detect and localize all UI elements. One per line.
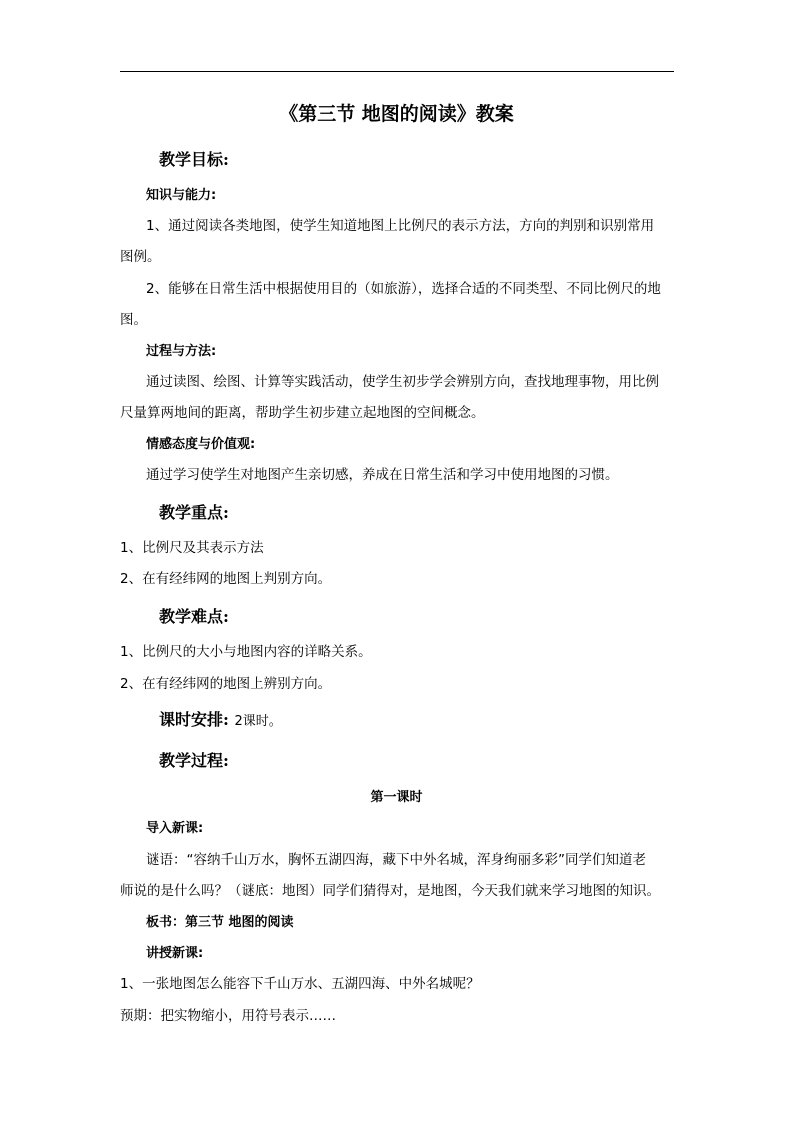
emotion-heading: 情感态度与价值观: (146, 437, 256, 452)
key-points-heading: 教学重点: (159, 503, 229, 522)
difficulties-heading: 教学难点: (159, 607, 229, 626)
schedule-value: 2课时。 (234, 714, 282, 729)
process-heading: 过程与方法: (146, 344, 217, 359)
emotion-line-1: 通过学习使学生对地图产生亲切感，养成在日常生活和学习中使用地图的习惯。 (146, 467, 619, 483)
header-rule (120, 71, 674, 72)
expected-answer: 预期：把实物缩小，用符号表示…… (120, 1008, 336, 1024)
schedule-line (159, 710, 282, 730)
knowledge-item-2-line-2: 图。 (120, 312, 147, 328)
intro-line-2: 师说的是什么吗？（谜底：地图）同学们猜得对，是地图，今天我们就来学习地图的知识。 (120, 883, 660, 899)
procedure-heading: 教学过程: (159, 751, 229, 770)
board-heading: 板书：第三节 地图的阅读 (146, 915, 294, 930)
process-line-2: 尺量算两地间的距离，帮助学生初步建立起地图的空间概念。 (120, 405, 485, 421)
question-1: 1、一张地图怎么能容下千山万水、五湖四海、中外名城呢？ (120, 976, 480, 992)
intro-heading: 导入新课: (146, 821, 204, 836)
document-title: 《第三节 地图的阅读》教案 (279, 103, 514, 125)
knowledge-heading: 知识与能力: (146, 188, 217, 203)
knowledge-item-1-line-2: 图例。 (120, 249, 161, 265)
process-line-1: 通过读图、绘图、计算等实践活动，使学生初步学会辨别方向，查找地理事物，用比例 (146, 374, 659, 390)
schedule-heading: 课时安排: (159, 710, 229, 729)
knowledge-item-1-line-1: 1、通过阅读各类地图，使学生知道地图上比例尺的表示方法，方向的判别和识别常用 (146, 218, 655, 234)
knowledge-item-2-line-1: 2、能够在日常生活中根据使用目的（如旅游），选择合适的不同类型、不同比例尺的地 (146, 281, 661, 297)
difficulty-2: 2、在有经纬网的地图上辨别方向。 (120, 676, 332, 692)
difficulty-1: 1、比例尺的大小与地图内容的详略关系。 (120, 644, 372, 660)
intro-line-1: 谜语：“容纳千山万水，胸怀五湖四海，藏下中外名城，浑身绚丽多彩”同学们知道老 (146, 852, 646, 868)
lesson-one-heading: 第一课时 (370, 790, 423, 805)
objectives-heading: 教学目标: (159, 150, 229, 169)
teach-heading: 讲授新课: (146, 946, 204, 961)
key-point-1: 1、比例尺及其表示方法 (120, 540, 264, 556)
key-point-2: 2、在有经纬网的地图上判别方向。 (120, 571, 332, 587)
